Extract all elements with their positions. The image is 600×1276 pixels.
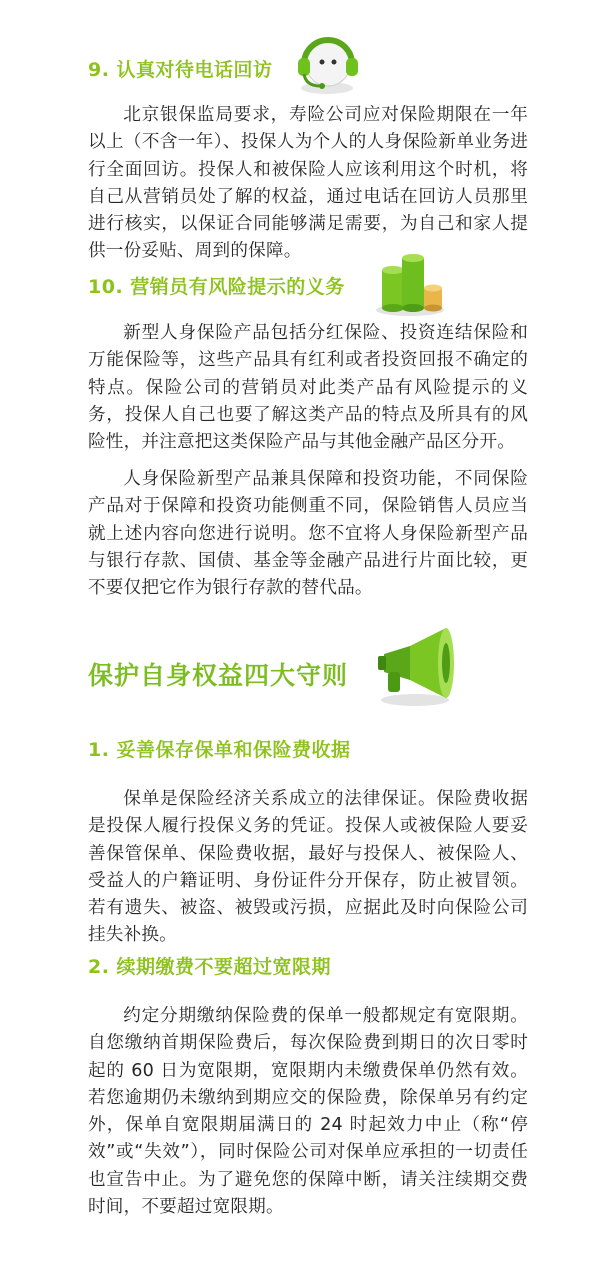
- section-paragraph-9: 北京银保监局要求，寿险公司应对保险期限在一年以上（不含一年）、投保人为个人的人身保险新单业务进行全面回访。投保人和被保险人应该利用这个时机，将自己从营销员处了解的权益，通过电话在回访人员那里进行核实，以保证合同能够满足需要，为自己和家人提供一份妥贴、周到的保障。: [88, 105, 528, 262]
- megaphone-icon: [370, 620, 460, 710]
- main-heading: 保护自身权益四大守则: [88, 661, 349, 690]
- section-paragraph-10a: 新型人身保险产品包括分红保险、投资连结保险和万能保险等，这些产品具有红利或者投资回报不确定的特点。保险公司的营销员对此类产品有风险提示的义务，投保人自己也要了解这类产品的特点及所具有的风险性，并注意把这类保险产品与其他金融产品区分开。: [88, 323, 528, 453]
- headset-support-icon: [292, 28, 362, 98]
- section-paragraph-10b: 人身保险新型产品兼具保障和投资功能，不同保险产品对于保障和投资功能侧重不同，保险销售人员应当就上述内容向您进行说明。您不宜将人身保险新型产品与银行存款、国债、基金等金融产品进行片面比较，更不要仅把它作为银行存款的替代品。: [88, 469, 528, 599]
- coin-stacks-icon: [372, 252, 448, 318]
- rule-paragraph-1: 保单是保险经济关系成立的法律保证。保险费收据是投保人履行投保义务的凭证。投保人或被保险人要妥善保管保单、保险费收据，最好与投保人、被保险人、受益人的户籍证明、身份证件分开保存，防止被冒领。若有遗失、被盗、被毁或污损，应据此及时向保险公司挂失补换。: [88, 789, 528, 946]
- rule-paragraph-2: 约定分期缴纳保险费的保单一般都规定有宽限期。自您缴纳首期保险费后，每次保险费到期日的次日零时起的 60 日为宽限期，宽限期内未缴费保单仍然有效。若您逾期仍未缴纳到期应交的保险费，除保单另有约定外，保单自宽限期届满日的 24 时起效力中止（称“停效”或“失效”），同时保险公司对保单应承担的一切责任也宣告中止。为了避免您的保障中断，请关注续期交费时间，不要超过宽限期。: [88, 1006, 528, 1218]
- rule-heading-1: 1. 妥善保存保单和保险费收据: [88, 739, 351, 761]
- section-heading-10: 10. 营销员有风险提示的义务: [88, 276, 345, 298]
- section-heading-9: 9. 认真对待电话回访: [88, 59, 273, 81]
- rule-heading-2: 2. 续期缴费不要超过宽限期: [88, 956, 332, 978]
